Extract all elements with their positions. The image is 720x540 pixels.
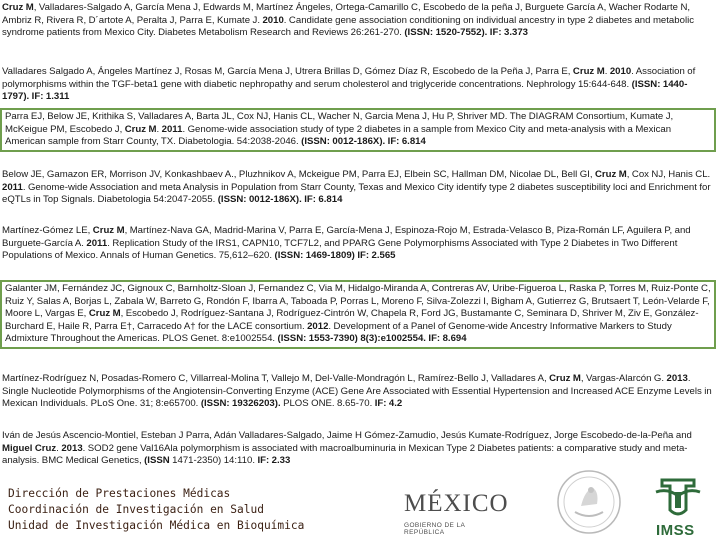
reference-text: Martínez-Rodríguez N, Posadas-Romero C, Villarreal-Molina T, Vallejo M, Del-Valle-Mondragón L, Ramírez-Bello J, Valladares A,	[2, 373, 550, 384]
reference-text: .	[56, 442, 62, 454]
reference-text: , Cox NJ, Hanis CL.	[626, 169, 711, 180]
reference-bold-text: 2011	[2, 181, 23, 193]
reference-text: Iván de Jesús Ascencio-Montiel, Esteban J Parra, Adán Valladares-Salgado, Jaime H Gómez-Zamudio, Jesús Kumate-Rodríguez, Jorge Escobedo-de-la-Peña and	[2, 430, 692, 441]
reference-bold-text: (ISSN: 1520-7552). IF: 3.373	[404, 27, 528, 38]
reference-text: . Development of a Panel of Genome-wide Ancestry Informative Markers to Study Admixture Throughout the Americas. PLOS Genet. 8:e1002554.	[5, 320, 672, 344]
reference-item-highlighted	[0, 108, 716, 152]
national-seal-icon	[555, 468, 623, 536]
reference-bold-text: 2012	[307, 320, 329, 332]
reference-text: Martínez-Gómez LE,	[2, 225, 93, 236]
reference-bold-text: Cruz M	[92, 225, 125, 236]
footer-line-coordinacion: Coordinación de Investigación en Salud	[8, 503, 264, 516]
reference-bold-text: (ISSN: 1553-7390) 8(3):e1002554. IF: 8.694	[277, 333, 467, 344]
reference-text: . Genome-wide association study of type 2 diabetes in a sample from Mexico City and meta-analysis with a Mexican American sample from Starr County, TX. Diabetologia. 54:2038-2046.	[5, 123, 672, 147]
reference-text: , Escobedo J, Rodríguez-Santana J, Rodríguez-Cintrón W, Chapela R, Ford JG, Bustamante C, Seminara D, Shriver M, Ziv E, González-Burchard E, Haile R, Parra E†, Carracedo A† for the LACE consortium.	[5, 308, 699, 332]
reference-bold-text: Cruz M	[88, 308, 121, 319]
reference-bold-text: 2011	[86, 237, 108, 249]
reference-text: Parra EJ, Below JE, Krithika S, Valladares A, Barta JL, Cox NJ, Hanis CL, Wacher N, Garcia Mena J, Hu P, Shriver MD. The DIAGRAM Consortium, Kumate J, McKeigue PM, Escobedo J,	[5, 111, 674, 135]
reference-bold-text: (ISSN: 1440-1797). IF: 1.311	[2, 78, 688, 102]
reference-text: , Vargas-Alarcón G.	[580, 373, 667, 384]
footer-line-direccion: Dirección de Prestaciones Médicas	[8, 487, 231, 500]
imss-eagle-icon	[648, 474, 708, 522]
reference-item	[2, 169, 714, 207]
reference-text: , Martínez-Nava GA, Madrid-Marina V, Parra E, García-Mena J, Espinoza-Rojo M, Estrada-Velasco B, Piza-Román LF, Aguilera P, and Burguete-García A.	[2, 225, 691, 249]
reference-bold-text: Cruz M	[594, 169, 627, 180]
reference-text: . SOD2 gene Val16Ala polymorphism is associated with macroalbuminuria in Mexican Type 2 Diabetes patients: a comparative study and meta-analysis. BMC Medical Genetics,	[2, 442, 688, 466]
reference-bold-text: 2013	[61, 442, 83, 454]
reference-bold-text: IF: 2.33	[257, 455, 291, 466]
reference-text: Valladares Salgado A, Ángeles Martínez J, Rosas M, García Mena J, Utrera Brillas D, Gómez Díaz R, Escobedo de la Peña J, Parra E,	[2, 66, 573, 77]
imss-wordmark: IMSS	[656, 522, 695, 539]
reference-item	[2, 2, 714, 40]
reference-item	[2, 66, 714, 104]
imss-logo	[648, 474, 708, 540]
footer-line-unidad: Unidad de Investigación Médica en Bioquímica	[8, 519, 305, 532]
reference-item	[2, 373, 714, 411]
reference-bold-text: Cruz M	[572, 66, 605, 77]
reference-bold-text: (ISSN: 0012-186X). IF: 6.814	[301, 136, 426, 147]
reference-bold-text: Miguel Cruz	[2, 442, 57, 454]
reference-text: Below JE, Gamazon ER, Morrison JV, Konkashbaev A., Pluzhnikov A, Mckeigue PM, Parra EJ, Elbein SC, Hallman DM, Nicolae DL, Bell GI,	[2, 169, 595, 180]
mexico-logo-wordmark: MÉXICO	[404, 490, 509, 517]
reference-bold-text: Cruz M	[549, 373, 581, 384]
reference-bold-text: 2011	[161, 123, 183, 135]
reference-bold-text: (ISSN: 1469-1809) IF: 2.565	[274, 250, 396, 261]
reference-text: 1471-2350) 14:110.	[169, 455, 258, 466]
reference-text: .	[156, 123, 162, 135]
reference-bold-text: (ISSN	[144, 455, 170, 466]
reference-bold-text: 2010	[262, 14, 284, 26]
reference-text: . Candidate gene association conditioning on individual ancestry in type 2 diabetes and metabolic syndrome patients from Mexico City. Diabetes Metabolism Research and Reviews 26:261-270.	[2, 14, 694, 38]
reference-text: .	[604, 66, 610, 77]
reference-text: PLOS ONE. 8.65-70.	[280, 398, 375, 409]
reference-item	[2, 225, 714, 263]
reference-item	[2, 430, 714, 468]
mexico-logo-subtitle: GOBIERNO DE LA REPÚBLICA	[404, 522, 465, 536]
reference-bold-text: 2013	[666, 373, 688, 384]
reference-item-highlighted	[0, 280, 716, 349]
reference-text: . Replication Study of the IRS1, CAPN10, TCF7L2, and PPARG Gene Polymorphisms Associated with Type 2 Diabetes in Two Different Populations of Mexico. Annals of Human Genetics. 75,612–620.	[2, 237, 678, 261]
reference-bold-text: 2010	[609, 66, 632, 77]
reference-bold-text: IF: 4.2	[374, 398, 403, 409]
reference-bold-text: Cruz M	[2, 2, 34, 13]
reference-text: . Association of polymorphisms within the TGF-beta1 gene with diabetic nephropathy and serum cholesterol and triglyceride concentrations. Nephrology 15:644-648.	[2, 66, 696, 90]
mexico-government-logo	[404, 476, 509, 538]
reference-text: . Genome-wide Association and meta Analysis in Population from Starr County, Texas and Mexico City identify type 2 diabetes susceptibility loci and Enrichment for eQTLs in Top Signals. Diabetologia 54:2047-2055.	[2, 181, 711, 205]
reference-text: . Single Nucleotide Polymorphisms of the Angiotensin-Converting Enzyme (ACE) Gene Are Associated with Essential Hypertension and Increased ACE Enzyme Levels in Mexican Individuals. PLoS One. 31; 8:e65700.	[2, 373, 712, 409]
reference-text: , Valladares-Salgado A, García Mena J, Edwards M, Martínez Ángeles, Ortega-Camarillo C, Escobedo de la peña J, Burguete García A, Wacher Rodarte N, Ambriz R, Rivera R, D´artote A, Peralta J, Parra E, Kumate J.	[2, 2, 691, 26]
reference-text: Galanter JM, Fernández JC, Gignoux C, Barnholtz-Sloan J, Fernandez C, Via M, Hidalgo-Miranda A, Contreras AV, Uribe-Figueroa L, Raska P, Torres M, Ruiz-Ponte C, Ruiz Y, Salas A, Borjas L, Zabala W, Barreto G, Rondón F, Ibarra A, Taboada P, Porras L, Moreno F, Silva-Zolezzi I, Bigham A, Gutierrez G, Brutsaert T, León-Velarde F, Moore L, Vargas E,	[5, 283, 711, 319]
reference-bold-text: (ISSN: 19326203).	[200, 398, 281, 409]
reference-bold-text: (ISSN: 0012-186X). IF: 6.814	[217, 194, 343, 205]
institution-footer	[8, 486, 304, 534]
reference-bold-text: Cruz M	[124, 123, 157, 135]
